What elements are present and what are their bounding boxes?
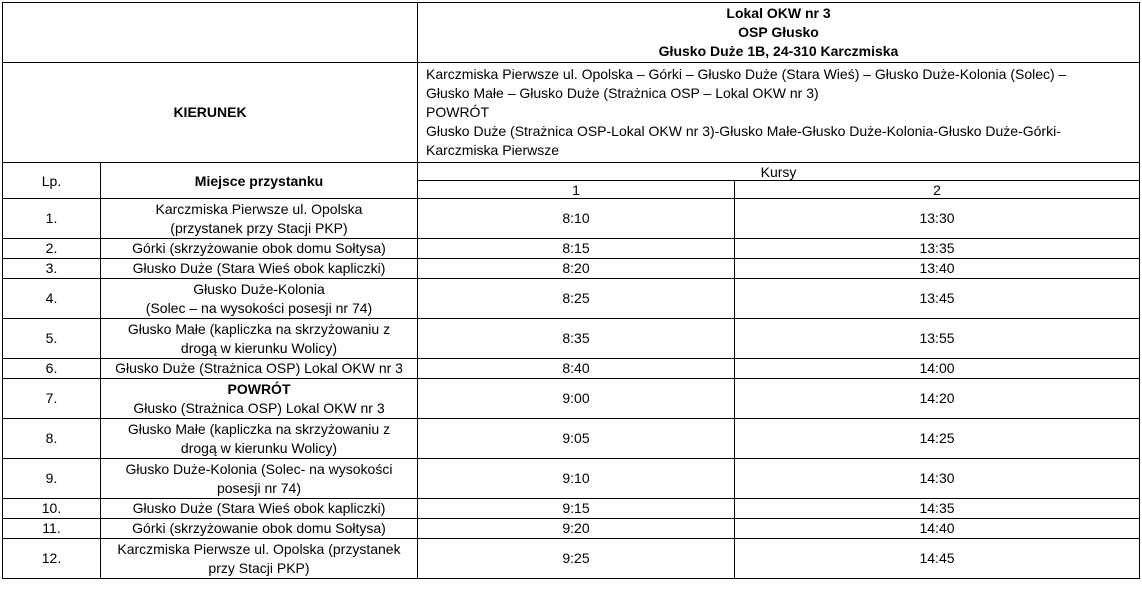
column-header-row [3,163,1140,181]
table-row [3,239,1140,259]
run-1-time: 8:10 [418,199,735,239]
stop-name-line: Głusko Małe (kapliczka na skrzyżowaniu z [127,420,391,437]
stop-name-line: posesji nr 74) [216,479,302,496]
run-2-time: 14:20 [735,379,1140,419]
run-1-time: 9:00 [418,379,735,419]
stop-name-line: przy Stacji PKP) [208,559,310,576]
row-number: 3. [3,259,101,279]
table-row [3,199,1140,239]
stop-name [101,319,418,359]
run-1-time: 9:15 [418,499,735,519]
table-row [3,359,1140,379]
stop-name: Górki (skrzyżowanie obok domu Sołtysa) [101,519,418,539]
direction-line: Karczmiska Pierwsze [426,142,560,158]
run-2-time: 13:45 [735,279,1140,319]
row-number: 5. [3,319,101,359]
direction-line: Karczmiska Pierwsze ul. Opolska – Górki – Głusko Duże (Stara Wieś) – Głusko Duże-Kolonia (Solec) – [426,66,1067,82]
bus-schedule-table [2,2,1140,579]
stop-name-line: Karczmiska Pierwsze ul. Opolska [155,200,363,217]
table-row [3,279,1140,319]
okw-address: Głusko Duże 1B, 24-310 Karczmiska [658,43,899,59]
direction-line: Głusko Duże (Strażnica OSP-Lokal OKW nr 3)-Głusko Małe-Głusko Duże-Kolonia-Głusko Duże-Górki- [426,123,1061,139]
run-2-time: 14:00 [735,359,1140,379]
direction-line: POWRÓT [426,104,489,120]
run-2-time: 13:35 [735,239,1140,259]
run-2-time: 14:40 [735,519,1140,539]
run-1-time: 8:35 [418,319,735,359]
stop-name-line: drogą w kierunku Wolicy) [180,439,338,456]
row-number: 9. [3,459,101,499]
run-1-time: 8:25 [418,279,735,319]
run-2-time: 14:30 [735,459,1140,499]
row-number: 7. [3,379,101,419]
run-1-time: 8:15 [418,239,735,259]
stop-name-line: drogą w kierunku Wolicy) [180,339,338,356]
table-row [3,459,1140,499]
row-number: 11. [3,519,101,539]
stop-name [101,199,418,239]
row-number: 6. [3,359,101,379]
row-number: 4. [3,279,101,319]
run-1-time: 9:10 [418,459,735,499]
stop-name-line: Karczmiska Pierwsze ul. Opolska (przystanek [117,540,401,557]
table-row [3,419,1140,459]
row-number: 8. [3,419,101,459]
table-row [3,259,1140,279]
stop-name [101,379,418,419]
run-2-time: 14:25 [735,419,1140,459]
stop-name: Głusko Duże (Stara Wieś obok kapliczki) [101,499,418,519]
run-2-time: 14:35 [735,499,1140,519]
direction-row [3,63,1140,163]
table-row [3,499,1140,519]
stop-name-line: Głusko Małe (kapliczka na skrzyżowaniu z [127,320,391,337]
run-1-time: 9:05 [418,419,735,459]
run-1-time: 9:20 [418,519,735,539]
stop-name [101,419,418,459]
stop-name: Głusko Duże (Strażnica OSP) Lokal OKW nr 3 [101,359,418,379]
okw-organization: OSP Głusko [738,24,819,40]
row-number: 2. [3,239,101,259]
run-1-time: 8:40 [418,359,735,379]
stop-name: Górki (skrzyżowanie obok domu Sołtysa) [101,239,418,259]
stop-name-line: Głusko (Strażnica OSP) Lokal OKW nr 3 [133,399,385,416]
header-empty-cell [3,3,418,63]
row-number: 12. [3,539,101,579]
direction-line: Głusko Małe – Głusko Duże (Strażnica OSP – Lokal OKW nr 3) [426,85,819,101]
stop-name-line: Głusko Duże-Kolonia [193,280,325,297]
table-row [3,519,1140,539]
table-row [3,319,1140,359]
direction-label: KIERUNEK [3,63,418,163]
stop-name-line: (Solec – na wysokości posesji nr 74) [145,299,373,316]
row-number: 10. [3,499,101,519]
run-2-time: 14:45 [735,539,1140,579]
polling-station-header [418,3,1140,63]
row-number: 1. [3,199,101,239]
run-1-time: 8:20 [418,259,735,279]
stop-name [101,539,418,579]
stop-name: Głusko Duże (Stara Wieś obok kapliczki) [101,259,418,279]
okw-name: Lokal OKW nr 3 [726,5,831,21]
table-row [3,539,1140,579]
stop-name-line: (przystanek przy Stacji PKP) [170,219,348,236]
stop-name [101,279,418,319]
run-2-time: 13:30 [735,199,1140,239]
run-1-header: 1 [418,181,735,199]
runs-column-header: Kursy [418,163,1140,181]
stop-name [101,459,418,499]
run-2-time: 13:40 [735,259,1140,279]
table-row [3,379,1140,419]
run-2-time: 13:55 [735,319,1140,359]
header-row [3,3,1140,63]
stop-column-header: Miejsce przystanku [101,163,418,199]
return-label: POWRÓT [227,380,291,397]
direction-description [418,63,1140,163]
run-1-time: 9:25 [418,539,735,579]
run-2-header: 2 [735,181,1140,199]
stop-name-line: Głusko Duże-Kolonia (Solec- na wysokości [125,460,393,477]
lp-column-header: Lp. [3,163,101,199]
